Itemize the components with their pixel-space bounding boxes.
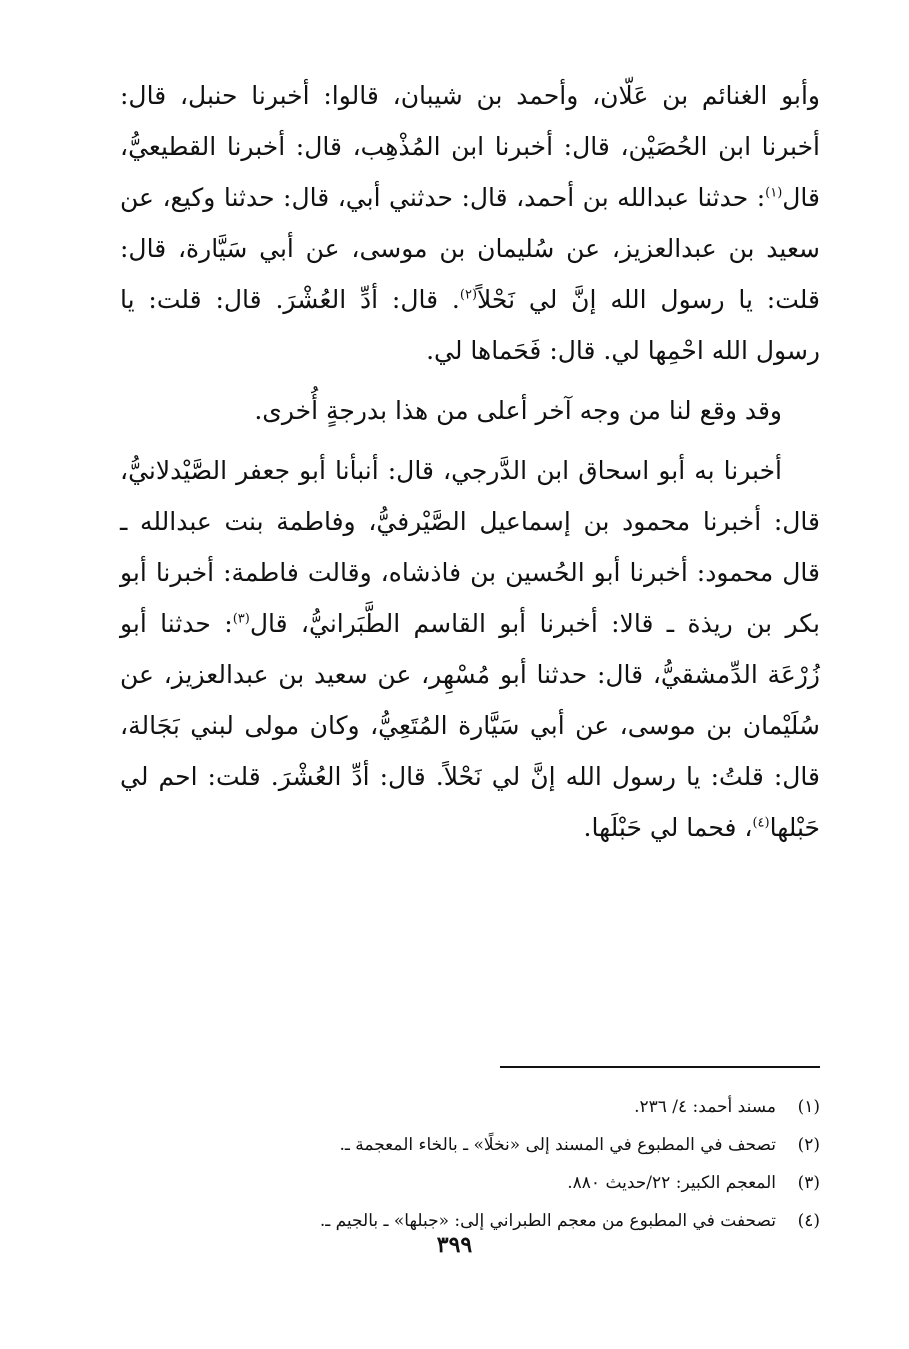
paragraph-text: ، فحما لي حَبْلَها. bbox=[583, 813, 753, 842]
paragraph-hadith-first-chain bbox=[120, 70, 820, 376]
footnote-text: المعجم الكبير: ٢٢/حديث ٨٨٠. bbox=[567, 1173, 776, 1193]
footnote-ref-1[interactable]: (١) bbox=[765, 185, 783, 201]
footnote-ref-4[interactable]: (٤) bbox=[752, 815, 770, 831]
footnote-item bbox=[150, 1126, 820, 1164]
paragraph-hadith-second-chain bbox=[120, 445, 820, 853]
paragraph-text: . قال: أدِّ العُشْرَ. قال: قلت: يا رسول الله احْمِها لي. قال: فَحَماها لي. bbox=[120, 285, 820, 365]
paragraph-text: : حدثنا أبو زُرْعَة الدِّمشقيُّ، قال: حدثنا أبو مُسْهِر، عن سعيد بن عبدالعزيز، عن سُلَيْمان بن موسى، عن أبي سَيَّارة المُتَعِيُّ، وكان مولى لبني بَجَالة، قال: قلتُ: يا رسول الله إنَّ لي نَحْلاً. قال: أدِّ العُشْرَ. قلت: احم لي حَبْلها bbox=[120, 609, 820, 842]
paragraph-transition: وقد وقع لنا من وجه آخر أعلى من هذا بدرجةٍ أُخرى. bbox=[254, 396, 782, 425]
footnote-ref-2[interactable]: (٢) bbox=[459, 287, 478, 303]
main-text bbox=[120, 70, 820, 853]
footnote-number: (٤) bbox=[797, 1211, 820, 1231]
footnote-number: (١) bbox=[797, 1097, 820, 1117]
footnote-number: (٣) bbox=[797, 1173, 820, 1193]
footnote-text: تصحفت في المطبوع من معجم الطبراني إلى: «جبلها» ـ بالجيم ـ. bbox=[319, 1211, 776, 1231]
footnote-text: مسند أحمد: ٤/ ٢٣٦. bbox=[634, 1097, 776, 1117]
footnote-item bbox=[150, 1164, 820, 1202]
footnote-item bbox=[150, 1088, 820, 1126]
paragraph-text: وأبو الغنائم بن عَلّان، وأحمد بن شيبان، قالوا: أخبرنا حنبل، قال: أخبرنا ابن الحُصَيْن، قال: أخبرنا ابن المُذْهِب، قال: أخبرنا القطيعيُّ، قال bbox=[120, 81, 820, 212]
page-number: ٣٩٩ bbox=[436, 1232, 473, 1258]
paragraph-text: أخبرنا به أبو اسحاق ابن الدَّرجي، قال: أنبأنا أبو جعفر الصَّيْدلانيُّ، قال: أخبرنا محمود بن إسماعيل الصَّيْرفيُّ، وفاطمة بنت عبدالله ـ قال محمود: أخبرنا أبو الحُسين بن فاذشاه، وقالت فاطمة: أخبرنا أبو بكر بن ريذة ـ قالا: أخبرنا أبو القاسم الطَّبَرانيُّ، قال bbox=[120, 456, 820, 638]
footnote-separator bbox=[500, 1066, 820, 1068]
footnote-ref-3[interactable]: (٣) bbox=[232, 611, 250, 627]
footnote-text: تصحف في المطبوع في المسند إلى «نخلًا» ـ بالخاء المعجمة ـ. bbox=[339, 1135, 776, 1155]
paragraph-text: : حدثنا عبدالله بن أحمد، قال: حدثني أبي، قال: حدثنا وكيع، عن سعيد بن عبدالعزيز، عن سُليمان بن موسى، عن أبي سَيَّارة، قال: قلت: يا رسول الله إنَّ لي نَحْلاً bbox=[120, 183, 820, 314]
footnotes bbox=[150, 1088, 820, 1240]
footnote-number: (٢) bbox=[797, 1135, 820, 1155]
